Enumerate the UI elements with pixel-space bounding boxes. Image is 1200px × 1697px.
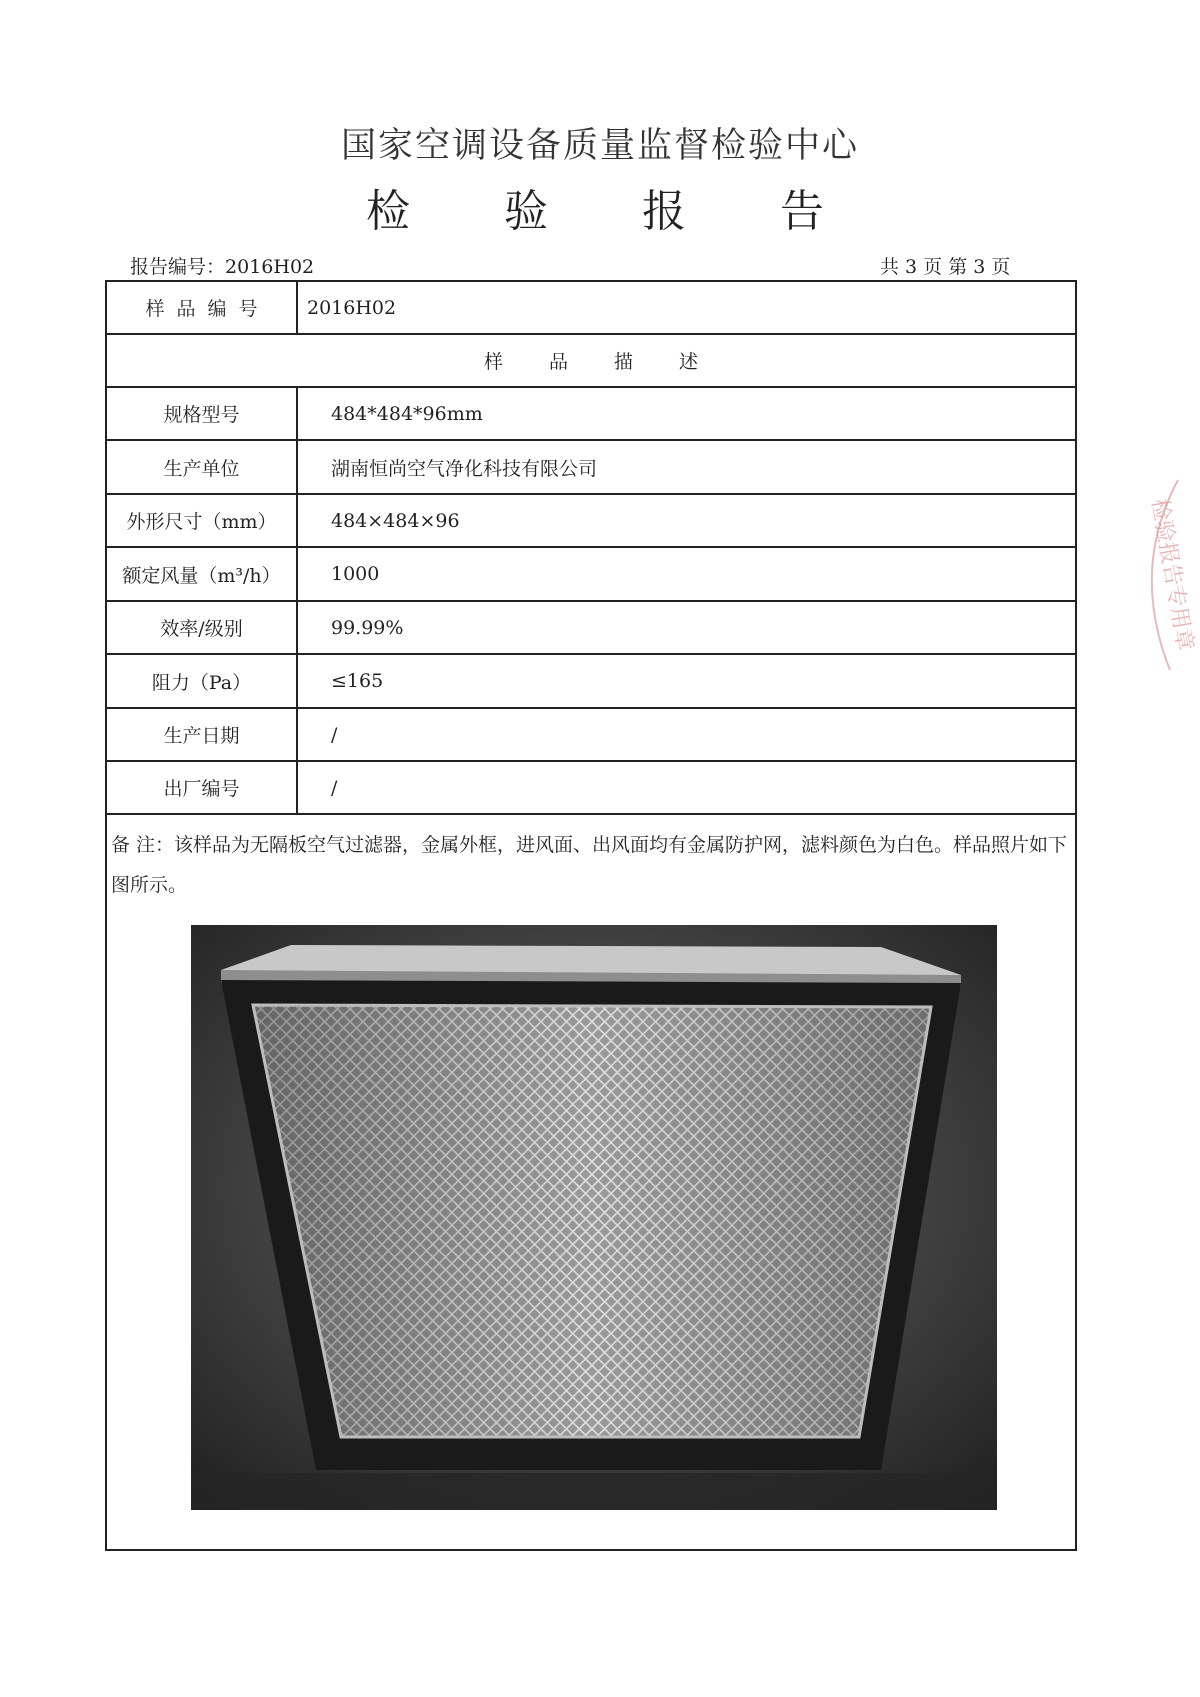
- sample-number-label: 样品编号: [107, 282, 298, 333]
- table-row: [107, 388, 1075, 441]
- row-label: 阻力（Pa）: [107, 655, 298, 707]
- document-title: 检 验 报 告: [366, 186, 864, 237]
- air-filter-illustration: [191, 925, 997, 1510]
- row-label: 外形尺寸（mm）: [107, 495, 298, 546]
- remark: [111, 825, 1073, 905]
- row-label: 生产单位: [107, 441, 298, 493]
- report-number-value: 2016H02: [225, 256, 315, 278]
- sample-number-row: [107, 282, 1075, 335]
- remark-label: 备 注：: [111, 834, 175, 856]
- row-label: 规格型号: [107, 388, 298, 439]
- section-title-row: [107, 335, 1075, 388]
- svg-text:检验报告专用章: 检验报告专用章: [1146, 496, 1198, 653]
- report-number: [130, 252, 314, 279]
- inspection-seal-stamp: [1060, 470, 1198, 680]
- row-value: 1000: [331, 563, 380, 585]
- table-row: [107, 495, 1075, 548]
- organization-title: 国家空调设备质量监督检验中心: [340, 126, 859, 166]
- row-label: 生产日期: [107, 709, 298, 760]
- sample-number-value: 2016H02: [307, 296, 397, 319]
- row-value: 99.99%: [331, 616, 404, 639]
- report-number-label: 报告编号：: [130, 256, 226, 278]
- table-row: [107, 602, 1075, 655]
- row-value: 484×484×96: [331, 509, 460, 532]
- page-info: 共 3 页 第 3 页: [880, 256, 1011, 278]
- table-row: [107, 548, 1075, 602]
- row-value: /: [331, 723, 338, 746]
- table-row: [107, 441, 1075, 495]
- table-row: [107, 655, 1075, 709]
- report-table: [105, 280, 1077, 1551]
- row-label: 效率/级别: [107, 602, 298, 653]
- row-value: /: [331, 776, 338, 799]
- row-value: ≤165: [331, 670, 384, 692]
- air-filter-photo: [191, 925, 997, 1510]
- row-label: 额定风量（m³/h）: [107, 548, 298, 600]
- row-label: 出厂编号: [107, 762, 298, 813]
- row-value: 484*484*96mm: [331, 402, 483, 425]
- table-row: [107, 762, 1075, 815]
- row-value: 湖南恒尚空气净化科技有限公司: [331, 457, 598, 480]
- remark-text: 该样品为无隔板空气过滤器，金属外框，进风面、出风面均有金属防护网，滤料颜色为白色。样品照片如下图所示。: [111, 834, 1068, 896]
- section-title: 样品描述: [483, 351, 744, 373]
- table-row: [107, 709, 1075, 762]
